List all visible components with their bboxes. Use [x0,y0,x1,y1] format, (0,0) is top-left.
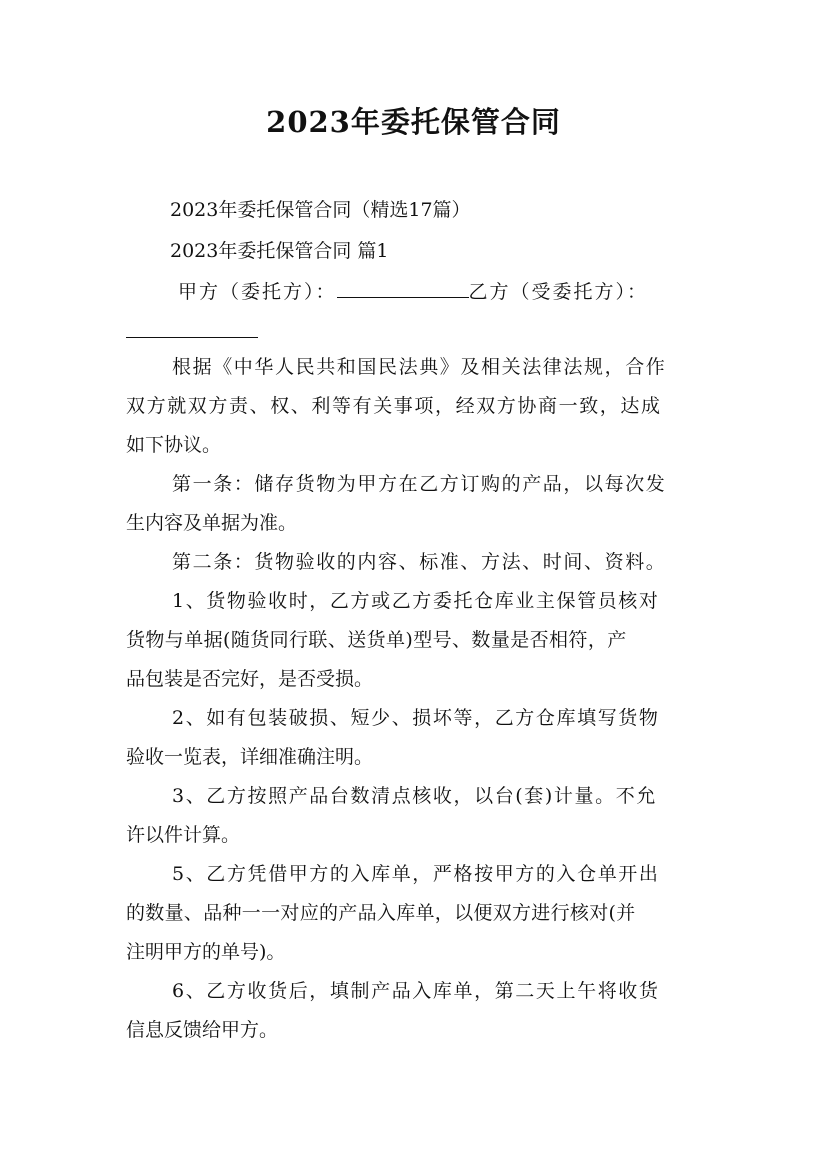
party-b-blank [126,319,258,338]
party-b-label: 乙方（受委托方）： [468,281,649,303]
paragraph-line: 3、乙方按照产品台数清点核收，以台(套)计量。不允 [172,785,657,807]
paragraph-line: 许以件计算。 [126,824,241,846]
parties-line [178,279,648,304]
paragraph-line: 2、如有包装破损、短少、损坏等，乙方仓库填写货物 [172,707,660,729]
party-b-blank-line [126,319,258,344]
document-subtitle: 2023年委托保管合同（精选17篇） [170,199,471,221]
document-title: 2023年委托保管合同 [266,105,561,139]
paragraph-line: 品包装是否完好，是否受损。 [126,668,374,690]
paragraph-line: 第一条：储存货物为甲方在乙方订购的产品，以每次发 [172,473,667,495]
paragraph-line: 6、乙方收货后，填制产品入库单，第二天上午将收货 [172,980,660,1002]
paragraph-line: 验收一览表，详细准确注明。 [126,746,374,768]
paragraph-line: 5、乙方凭借甲方的入库单，严格按甲方的入仓单开出 [172,863,660,885]
paragraph-line: 第二条：货物验收的内容、标准、方法、时间、资料。 [172,551,667,573]
paragraph-line: 根据《中华人民共和国民法典》及相关法律法规，合作 [172,356,667,378]
party-a-label: 甲方（委托方）： [178,281,337,303]
paragraph-line: 的数量、品种一一对应的产品入库单，以便双方进行核对(并 [126,902,636,924]
paragraph-line: 如下协议。 [126,434,222,456]
paragraph-line: 信息反馈给甲方。 [126,1019,279,1041]
section-heading: 2023年委托保管合同 篇1 [170,240,389,262]
paragraph-line: 注明甲方的单号)。 [126,941,286,963]
paragraph-line: 生内容及单据为准。 [126,512,298,534]
paragraph-line: 1、货物验收时，乙方或乙方委托仓库业主保管员核对 [172,590,660,612]
paragraph-line: 货物与单据(随货同行联、送货单)型号、数量是否相符，产 [126,629,627,651]
party-a-blank [337,279,469,298]
paragraph-line: 双方就双方责、权、利等有关事项，经双方协商一致，达成 [126,395,662,417]
